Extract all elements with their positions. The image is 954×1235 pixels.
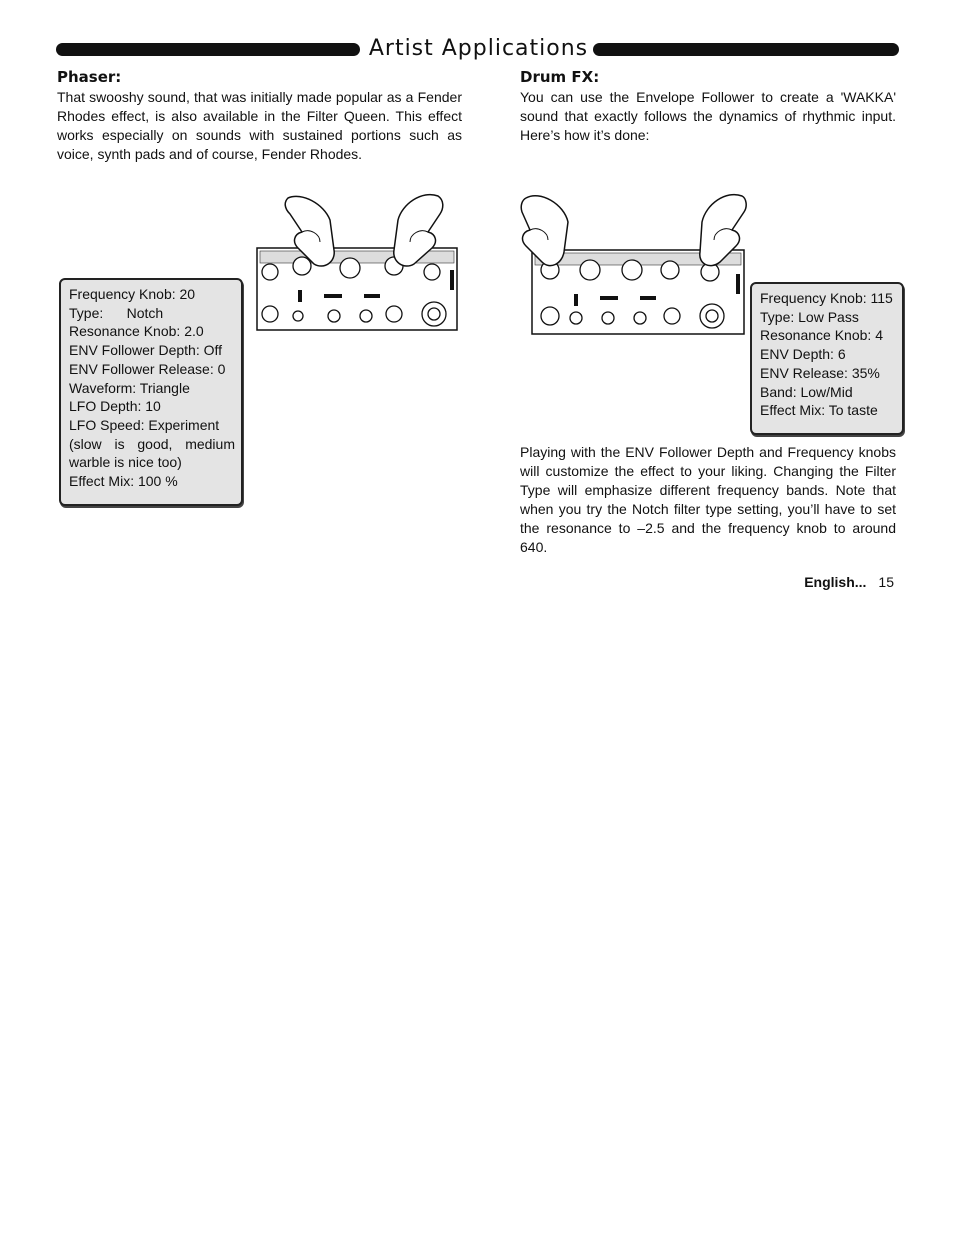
setting-env-depth: ENV Follower Depth: Off [69,342,223,359]
setting-lfo-depth: LFO Depth: 10 [69,398,161,415]
setting-frequency: Frequency Knob: 115 [760,290,893,306]
drum-fx-settings-box [750,282,904,435]
footer-language: English... [804,574,867,590]
phaser-settings-box [59,278,243,506]
setting-resonance: Resonance Knob: 2.0 [69,323,204,340]
setting-env-release: ENV Release: 35% [760,364,880,381]
setting-band: Band: Low/Mid [760,383,853,400]
setting-type: Type: Notch [69,304,164,321]
filter-queen-hands-illustration [254,190,460,335]
setting-effect-mix: Effect Mix: To taste [760,402,878,419]
drum-fx-heading: Drum FX: [520,68,600,86]
page-title: Artist Applications [368,36,589,61]
header-rule-right [593,43,899,56]
page-header [56,36,899,62]
header-rule-left [56,43,360,56]
setting-lfo-speed: LFO Speed: Experiment [69,416,220,433]
setting-waveform: Waveform: Triangle [69,379,190,396]
setting-env-release: ENV Follower Release: 0 [69,360,226,377]
phaser-intro: That swooshy sound, that was initially made popular as a Fender Rhodes effect, is also available in the Filter Queen. This effect works especially on sounds with sustained portions such as voice, synth pads and of course, Fender Rhodes. [57,89,462,162]
setting-type: Type: Low Pass [760,308,859,325]
setting-lfo-speed-note: (slow is good, medium warble is nice too) [69,435,235,471]
phaser-heading: Phaser: [57,68,122,86]
setting-frequency: Frequency Knob: 20 [69,286,196,302]
drum-fx-intro: You can use the Envelope Follower to create a 'WAKKA' sound that exactly follows the dynamics of rhythmic input. Here’s how it’s done: [520,89,896,143]
page-footer [804,574,894,590]
page-number: 15 [878,574,894,590]
setting-effect-mix: Effect Mix: 100 % [69,473,178,490]
setting-resonance: Resonance Knob: 4 [760,327,883,344]
drum-fx-outro: Playing with the ENV Follower Depth and Frequency knobs will customize the effect to your liking. Changing the Filter Type will emphasize different frequency bands. Note that when you try the Notch filter type setting, you’ll have to set the resonance to –2.5 and the frequency knob to around 640. [520,444,896,555]
filter-queen-hands-illustration-drum [520,190,756,338]
setting-env-depth: ENV Depth: 6 [760,346,846,363]
